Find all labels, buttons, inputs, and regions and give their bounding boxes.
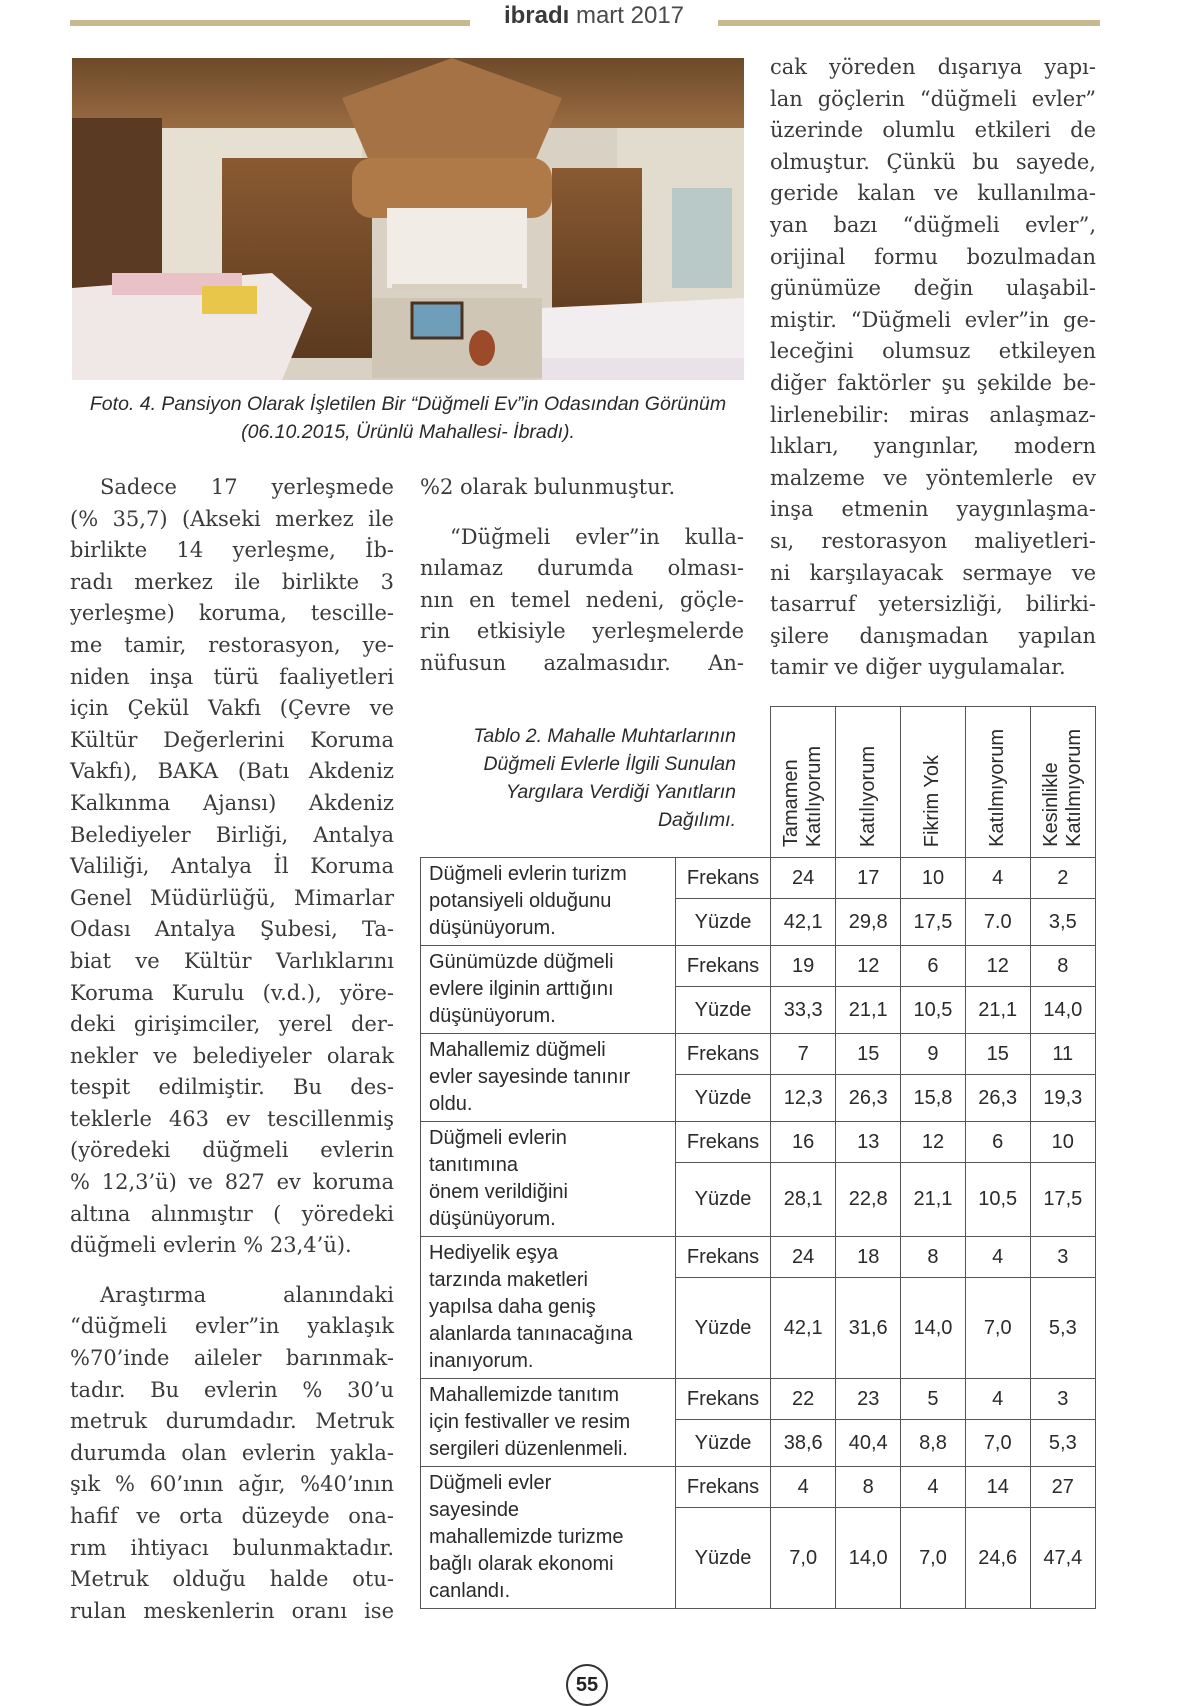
table-caption-line: Dağılımı. xyxy=(657,809,736,831)
percent-cell: 29,8 xyxy=(836,899,901,946)
percent-cell: 21,1 xyxy=(901,1163,966,1237)
percent-cell: 15,8 xyxy=(901,1075,966,1122)
statement-cell xyxy=(421,1379,676,1467)
percent-cell: 17,5 xyxy=(901,899,966,946)
statement-line: düşünüyorum. xyxy=(429,917,556,939)
text-line: “Düğmeli evler”in kulla- xyxy=(450,524,744,549)
text-line: radı merkez ile birlikte 3 xyxy=(70,569,394,594)
statement-line: Mahallemizde tanıtım xyxy=(429,1384,620,1406)
statement-line: düşünüyorum. xyxy=(429,1208,556,1230)
frequency-cell: 7 xyxy=(771,1034,836,1075)
percent-cell: 21,1 xyxy=(836,987,901,1034)
col-header-disagree: Katılmıyorum xyxy=(965,707,1030,858)
table-row-frequency xyxy=(421,1034,1096,1075)
frequency-cell: 14 xyxy=(965,1467,1030,1508)
text-line: cak yöreden dışarıya yapı- xyxy=(770,55,1096,79)
text-line: (% 35,7) (Akseki merkez ile xyxy=(70,506,394,531)
header-rule-left xyxy=(70,20,470,26)
statement-line: sayesinde xyxy=(429,1499,520,1521)
issue-date: mart 2017 xyxy=(575,2,685,29)
statement-line: Düğmeli evlerin xyxy=(429,1127,567,1149)
frequency-label: Frekans xyxy=(675,1237,770,1278)
text-line: Belediyeler Birliği, Antalya xyxy=(70,822,394,847)
percent-cell: 33,3 xyxy=(771,987,836,1034)
frequency-cell: 4 xyxy=(771,1467,836,1508)
frequency-cell: 12 xyxy=(901,1122,966,1163)
header-rule-right xyxy=(718,20,1100,26)
text-line: %2 olarak bulunmuştur. xyxy=(420,475,676,499)
frequency-cell: 3 xyxy=(1030,1237,1095,1278)
text-line: lan göçlerin “düğmeli evler” xyxy=(770,86,1096,111)
frequency-label: Frekans xyxy=(675,1122,770,1163)
table-caption-line: Yargılara Verdiği Yanıtların xyxy=(505,781,736,803)
col-header-no-opinion: Fikrim Yok xyxy=(901,707,966,858)
text-line: Kalkınma Ajansı) Akdeniz xyxy=(70,790,394,815)
table-body xyxy=(421,858,1096,1609)
text-line: teklerle 463 ev tescillenmiş xyxy=(70,1106,394,1131)
text-line: nılamaz durumda olması- xyxy=(420,556,744,581)
text-line: hafif ve orta düzeyde ona- xyxy=(70,1504,394,1528)
frequency-cell: 24 xyxy=(771,858,836,899)
statement-line: potansiyeli olduğunu xyxy=(429,890,612,912)
statement-cell xyxy=(421,946,676,1034)
table-caption-line: Düğmeli Evlerle İlgili Sunulan xyxy=(483,753,736,775)
percent-cell: 17,5 xyxy=(1030,1163,1095,1237)
paragraph-1 xyxy=(70,472,394,1262)
text-line: için Çekül Vakfı (Çevre ve xyxy=(70,696,394,721)
frequency-cell: 23 xyxy=(836,1379,901,1420)
text-line: sı, restorasyon maliyetleri- xyxy=(770,528,1096,553)
frequency-label: Frekans xyxy=(675,1379,770,1420)
percent-cell: 7,0 xyxy=(771,1508,836,1609)
statement-cell xyxy=(421,1122,676,1237)
text-line: rin etkisiyle yerleşmelerde xyxy=(420,619,744,644)
table-caption xyxy=(430,722,736,834)
statement-line: tarzında maketleri xyxy=(429,1269,588,1291)
table-row-frequency xyxy=(421,1237,1096,1278)
percent-cell: 14,0 xyxy=(836,1508,901,1609)
statement-line: için festivaller ve resim xyxy=(429,1411,631,1433)
frequency-label: Frekans xyxy=(675,1034,770,1075)
col-header-agree: Katılıyorum xyxy=(836,707,901,858)
text-line: ni karşılayacak sermaye ve xyxy=(770,560,1096,585)
text-line: Araştırma alanındaki xyxy=(100,1282,394,1307)
text-column-1 xyxy=(70,472,394,1627)
survey-table xyxy=(420,706,1096,1609)
percent-cell: 31,6 xyxy=(836,1278,901,1379)
statement-line: evler sayesinde tanınır xyxy=(429,1066,631,1088)
percent-cell: 7,0 xyxy=(965,1278,1030,1379)
text-line: miştir. “Düğmeli evler”in ge- xyxy=(770,307,1096,332)
frequency-cell: 22 xyxy=(771,1379,836,1420)
text-line: (yöredeki düğmeli evlerin xyxy=(70,1138,394,1163)
frequency-cell: 8 xyxy=(836,1467,901,1508)
text-line: yan bazı “düğmeli evler”, xyxy=(770,212,1096,237)
text-line: rım ihtiyacı bulunmaktadır. xyxy=(70,1535,394,1560)
text-line: orijinal formu bozulmadan xyxy=(770,244,1096,269)
text-line: biat ve Kültür Varlıklarını xyxy=(70,948,394,973)
text-line: lirlenebilir: miras anlaşmaz- xyxy=(770,402,1096,427)
statement-line: alanlarda tanınacağına xyxy=(429,1323,633,1345)
frequency-cell: 4 xyxy=(965,858,1030,899)
percent-label: Yüzde xyxy=(675,1420,770,1467)
frequency-cell: 9 xyxy=(901,1034,966,1075)
frequency-cell: 8 xyxy=(901,1237,966,1278)
text-line: yerleşme) koruma, tescille- xyxy=(70,601,394,626)
statement-line: düşünüyorum. xyxy=(429,1005,556,1027)
statement-line: tanıtımına xyxy=(429,1154,518,1176)
percent-cell: 28,1 xyxy=(771,1163,836,1237)
percent-cell: 26,3 xyxy=(965,1075,1030,1122)
text-line: “düğmeli evler”in yaklaşık xyxy=(70,1314,394,1339)
frequency-cell: 18 xyxy=(836,1237,901,1278)
text-line: tasarruf yetersizliği, bilirki- xyxy=(770,592,1096,617)
frequency-cell: 24 xyxy=(771,1237,836,1278)
statement-cell xyxy=(421,1034,676,1122)
percent-cell: 12,3 xyxy=(771,1075,836,1122)
table-row-frequency xyxy=(421,1379,1096,1420)
text-line: Valiliği, Antalya İl Koruma xyxy=(70,854,394,879)
text-line: şık % 60’ının ağır, %40’ının xyxy=(70,1472,394,1497)
frequency-cell: 2 xyxy=(1030,858,1095,899)
text-line: inşa etmenin yaygınlaşma- xyxy=(770,497,1096,522)
frequency-cell: 27 xyxy=(1030,1467,1095,1508)
text-line: diğer faktörler şu şekilde be- xyxy=(770,370,1096,395)
frequency-cell: 16 xyxy=(771,1122,836,1163)
text-line: nüfusun azalmasıdır. An- xyxy=(420,650,744,675)
frequency-cell: 4 xyxy=(901,1467,966,1508)
statement-line: yapılsa daha geniş xyxy=(429,1296,596,1318)
statement-line: canlandı. xyxy=(429,1580,511,1602)
frequency-cell: 15 xyxy=(965,1034,1030,1075)
running-header xyxy=(470,2,718,30)
text-line: Koruma Kurulu (v.d.), yöre- xyxy=(70,980,394,1005)
text-line: Sadece 17 yerleşmede xyxy=(100,475,394,499)
text-line: Vakfı), BAKA (Batı Akdeniz xyxy=(70,759,394,784)
frequency-cell: 11 xyxy=(1030,1034,1095,1075)
percent-cell: 14,0 xyxy=(1030,987,1095,1034)
percent-cell: 19,3 xyxy=(1030,1075,1095,1122)
text-line: Metruk olduğu halde otu- xyxy=(70,1567,394,1592)
frequency-cell: 10 xyxy=(1030,1122,1095,1163)
percent-cell: 8,8 xyxy=(901,1420,966,1467)
text-line: Genel Müdürlüğü, Mimarlar xyxy=(70,885,394,910)
table-row-frequency xyxy=(421,1122,1096,1163)
photo-caption-line-2: (06.10.2015, Ürünlü Mahallesi- İbradı). xyxy=(241,421,575,443)
text-line: günümüze değin ulaşabil- xyxy=(770,276,1096,301)
frequency-cell: 10 xyxy=(901,858,966,899)
percent-cell: 42,1 xyxy=(771,899,836,946)
percent-cell: 24,6 xyxy=(965,1508,1030,1609)
text-line: nın en temel nedeni, göçle- xyxy=(420,587,744,612)
frequency-cell: 8 xyxy=(1030,946,1095,987)
col-header-strongly-agree: Tamamen Katılıyorum xyxy=(771,707,836,858)
statement-line: Düğmeli evlerin turizm xyxy=(429,863,627,885)
percent-cell: 7,0 xyxy=(965,1420,1030,1467)
text-line: Odası Antalya Şubesi, Ta- xyxy=(70,917,394,942)
text-line: tamir ve diğer uygulamalar. xyxy=(770,655,1066,680)
percent-cell: 7,0 xyxy=(901,1508,966,1609)
text-line: leceğini olumsuz etkileyen xyxy=(770,339,1096,364)
percent-cell: 5,3 xyxy=(1030,1278,1095,1379)
statement-line: mahallemizde turizme xyxy=(429,1526,624,1548)
frequency-cell: 4 xyxy=(965,1237,1030,1278)
percent-cell: 40,4 xyxy=(836,1420,901,1467)
text-line: rulan meskenlerin oranı ise xyxy=(70,1598,394,1623)
frequency-cell: 15 xyxy=(836,1034,901,1075)
statement-cell xyxy=(421,1467,676,1609)
statement-line: Hediyelik eşya xyxy=(429,1242,558,1264)
frequency-cell: 4 xyxy=(965,1379,1030,1420)
frequency-cell: 6 xyxy=(965,1122,1030,1163)
text-line: durumda olan evlerin yakla- xyxy=(70,1440,394,1465)
percent-cell: 7.0 xyxy=(965,899,1030,946)
frequency-cell: 3 xyxy=(1030,1379,1095,1420)
frequency-cell: 19 xyxy=(771,946,836,987)
text-line: şilere danışmadan yapılan xyxy=(770,623,1096,648)
percent-cell: 42,1 xyxy=(771,1278,836,1379)
paragraph-4 xyxy=(420,522,744,680)
text-line: nekler ve belediyeler olarak xyxy=(70,1043,394,1068)
percent-label: Yüzde xyxy=(675,987,770,1034)
text-line: geride kalan ve kullanılma- xyxy=(770,181,1096,206)
percent-cell: 38,6 xyxy=(771,1420,836,1467)
paragraph-3 xyxy=(420,472,744,504)
frequency-label: Frekans xyxy=(675,858,770,899)
text-line: niden inşa türü faaliyetleri xyxy=(70,664,394,689)
frequency-cell: 12 xyxy=(836,946,901,987)
paragraph-2 xyxy=(70,1280,394,1628)
frequency-cell: 12 xyxy=(965,946,1030,987)
text-line: lıkları, yangınlar, modern xyxy=(770,434,1096,459)
text-line: olmuştur. Çünkü bu sayede, xyxy=(770,149,1096,174)
percent-cell: 47,4 xyxy=(1030,1508,1095,1609)
statement-line: inanıyorum. xyxy=(429,1350,534,1372)
percent-label: Yüzde xyxy=(675,1163,770,1237)
text-line: deki girişimciler, yerel der- xyxy=(70,1012,394,1037)
statement-cell xyxy=(421,858,676,946)
table-row-frequency xyxy=(421,946,1096,987)
statement-line: Günümüzde düğmeli xyxy=(429,951,614,973)
text-line: me tamir, restorasyon, ye- xyxy=(70,632,394,657)
table-caption-line: Tablo 2. Mahalle Muhtarlarının xyxy=(473,725,736,747)
percent-cell: 21,1 xyxy=(965,987,1030,1034)
statement-line: evlere ilginin arttığını xyxy=(429,978,614,1000)
statement-line: sergileri düzenlenmeli. xyxy=(429,1438,628,1460)
frequency-cell: 5 xyxy=(901,1379,966,1420)
text-line: Kültür Değerlerini Koruma xyxy=(70,727,394,752)
table-row-frequency xyxy=(421,1467,1096,1508)
statement-line: Mahallemiz düğmeli xyxy=(429,1039,606,1061)
percent-cell: 10,5 xyxy=(901,987,966,1034)
statement-line: bağlı olarak ekonomi xyxy=(429,1553,614,1575)
text-line: malzeme ve yöntemlerle ev xyxy=(770,465,1096,490)
page-number: 55 xyxy=(566,1664,608,1706)
percent-label: Yüzde xyxy=(675,899,770,946)
percent-label: Yüzde xyxy=(675,1508,770,1609)
text-line: % 12,3’ü) ve 827 ev koruma xyxy=(70,1170,394,1195)
col-header-strongly-disagree: Kesinlikle Katılmıyorum xyxy=(1030,707,1095,858)
percent-label: Yüzde xyxy=(675,1278,770,1379)
percent-cell: 3,5 xyxy=(1030,899,1095,946)
percent-cell: 22,8 xyxy=(836,1163,901,1237)
text-column-3 xyxy=(770,52,1096,684)
percent-cell: 10,5 xyxy=(965,1163,1030,1237)
statement-cell xyxy=(421,1237,676,1379)
frequency-label: Frekans xyxy=(675,946,770,987)
paragraph-5 xyxy=(770,52,1096,684)
frequency-cell: 17 xyxy=(836,858,901,899)
frequency-cell: 6 xyxy=(901,946,966,987)
statement-line: önem verildiğini xyxy=(429,1181,568,1203)
frequency-cell: 13 xyxy=(836,1122,901,1163)
text-line: düğmeli evlerin % 23,4’ü). xyxy=(70,1233,352,1258)
room-photo xyxy=(72,58,744,380)
photo-caption xyxy=(68,390,748,446)
percent-cell: 14,0 xyxy=(901,1278,966,1379)
table-row-frequency xyxy=(421,858,1096,899)
percent-cell: 5,3 xyxy=(1030,1420,1095,1467)
photo-caption-line-1: Foto. 4. Pansiyon Olarak İşletilen Bir “Düğmeli Ev”in Odasından Görünüm xyxy=(89,393,727,415)
text-line: tespit edilmiştir. Bu des- xyxy=(70,1075,394,1100)
text-line: metruk durumdadır. Metruk xyxy=(70,1409,394,1434)
text-line: birlikte 14 yerleşme, İb- xyxy=(70,538,394,563)
percent-cell: 26,3 xyxy=(836,1075,901,1122)
text-line: tadır. Bu evlerin % 30’u xyxy=(70,1377,394,1402)
statement-line: oldu. xyxy=(429,1093,473,1115)
text-line: %70’inde aileler barınmak- xyxy=(70,1346,394,1371)
text-column-2 xyxy=(420,472,744,680)
statement-line: Düğmeli evler xyxy=(429,1472,552,1494)
magazine-name: ibradı xyxy=(503,2,570,29)
frequency-label: Frekans xyxy=(675,1467,770,1508)
percent-label: Yüzde xyxy=(675,1075,770,1122)
text-line: üzerinde olumlu etkileri de xyxy=(770,118,1096,143)
text-line: altına alınmıştır ( yöredeki xyxy=(70,1201,394,1226)
